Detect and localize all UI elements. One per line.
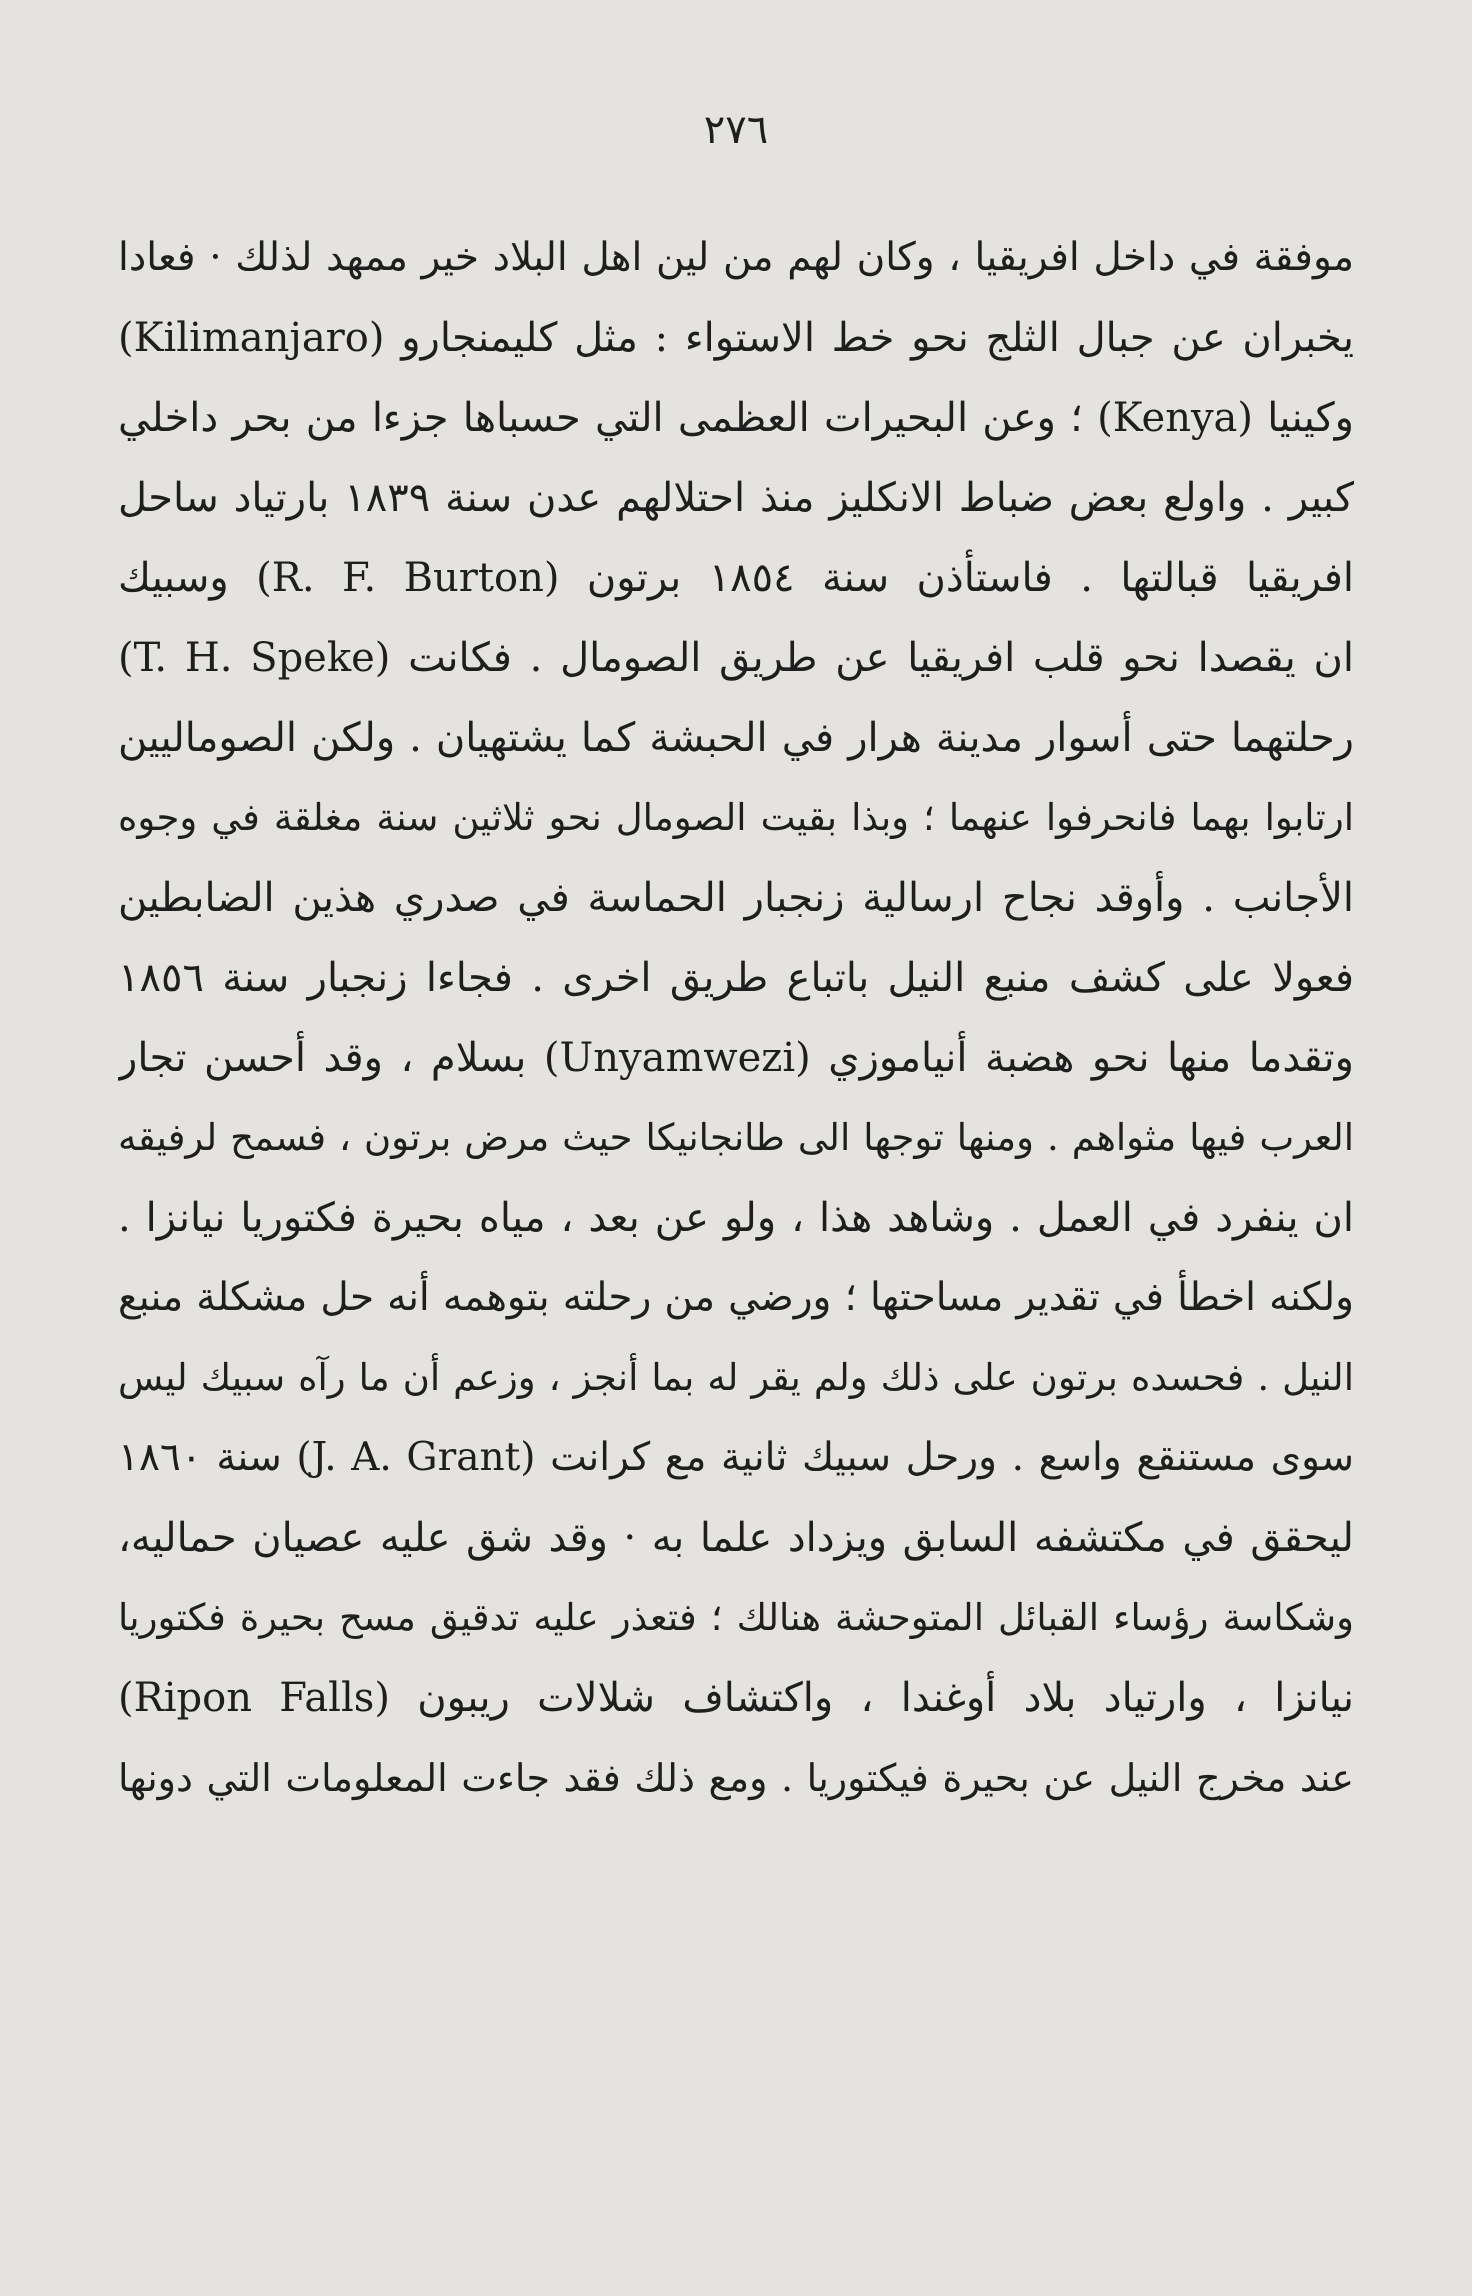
text-line: سوى مستنقع واسع . ورحل سبيك ثانية مع كرانت (J. A. Grant) سنة ١٨٦٠ [118, 1435, 1354, 1480]
text-line: (T. H. Speke) ان يقصدا نحو قلب افريقيا عن طريق الصومال . فكانت [118, 635, 1354, 681]
text-line: موفقة في داخل افريقيا ، وكان لهم من لين اهل البلاد خير ممهد لذلك · فعادا [118, 235, 1354, 280]
text-line: فعولا على كشف منبع النيل باتباع طريق اخرى . فجاءا زنجبار سنة ١٨٥٦ [118, 955, 1354, 1001]
page-number: ٢٧٦ [703, 107, 769, 153]
text-line: يخبران عن جبال الثلج نحو خط الاستواء : مثل كليمنجارو (Kilimanjaro) [118, 315, 1354, 361]
text-line: ولكنه اخطأ في تقدير مساحتها ؛ ورضي من رحلته بتوهمه أنه حل مشكلة منبع [118, 1275, 1354, 1320]
text-line: رحلتهما حتى أسوار مدينة هرار في الحبشة كما يشتهيان . ولكن الصوماليين [118, 715, 1354, 761]
text-line: الأجانب . وأوقد نجاح ارسالية زنجبار الحماسة في صدري هذين الضابطين [118, 875, 1354, 921]
text-line: وشكاسة رؤساء القبائل المتوحشة هنالك ؛ فتعذر عليه تدقيق مسح بحيرة فكتوريا [118, 1596, 1354, 1639]
text-line: نيانزا ، وارتياد بلاد أوغندا ، واكتشاف شلالات ريبون (Ripon Falls) [118, 1675, 1354, 1721]
text-line: وكينيا (Kenya) ؛ وعن البحيرات العظمى التي حسباها جزءا من بحر داخلي [118, 395, 1354, 441]
text-line: وتقدما منها نحو هضبة أنياموزي (Unyamwezi) بسلام ، وقد أحسن تجار [118, 1035, 1354, 1081]
body-text [118, 218, 1354, 1818]
text-line: ان ينفرد في العمل . وشاهد هذا ، ولو عن بعد ، مياه بحيرة فكتوريا نيانزا . [118, 1195, 1354, 1241]
text-line: العرب فيها مثواهم . ومنها توجها الى طانجانيكا حيث مرض برتون ، فسمح لرفيقه [118, 1116, 1354, 1159]
text-line: النيل . فحسده برتون على ذلك ولم يقر له بما أنجز ، وزعم أن ما رآه سبيك ليس [118, 1356, 1354, 1399]
text-line: ارتابوا بهما فانحرفوا عنهما ؛ وبذا بقيت الصومال نحو ثلاثين سنة مغلقة في وجوه [118, 796, 1354, 839]
text-line: عند مخرج النيل عن بحيرة فيكتوريا . ومع ذلك فقد جاءت المعلومات التي دونها [118, 1756, 1354, 1800]
text-line: ليحقق في مكتشفه السابق ويزداد علما به · وقد شق عليه عصيان حماليه، [118, 1515, 1354, 1561]
text-line: كبير . واولع بعض ضباط الانكليز منذ احتلالهم عدن سنة ١٨٣٩ بارتياد ساحل [118, 475, 1354, 521]
text-line: افريقيا قبالتها . فاستأذن سنة ١٨٥٤ برتون (R. F. Burton) وسبيك [118, 555, 1354, 601]
